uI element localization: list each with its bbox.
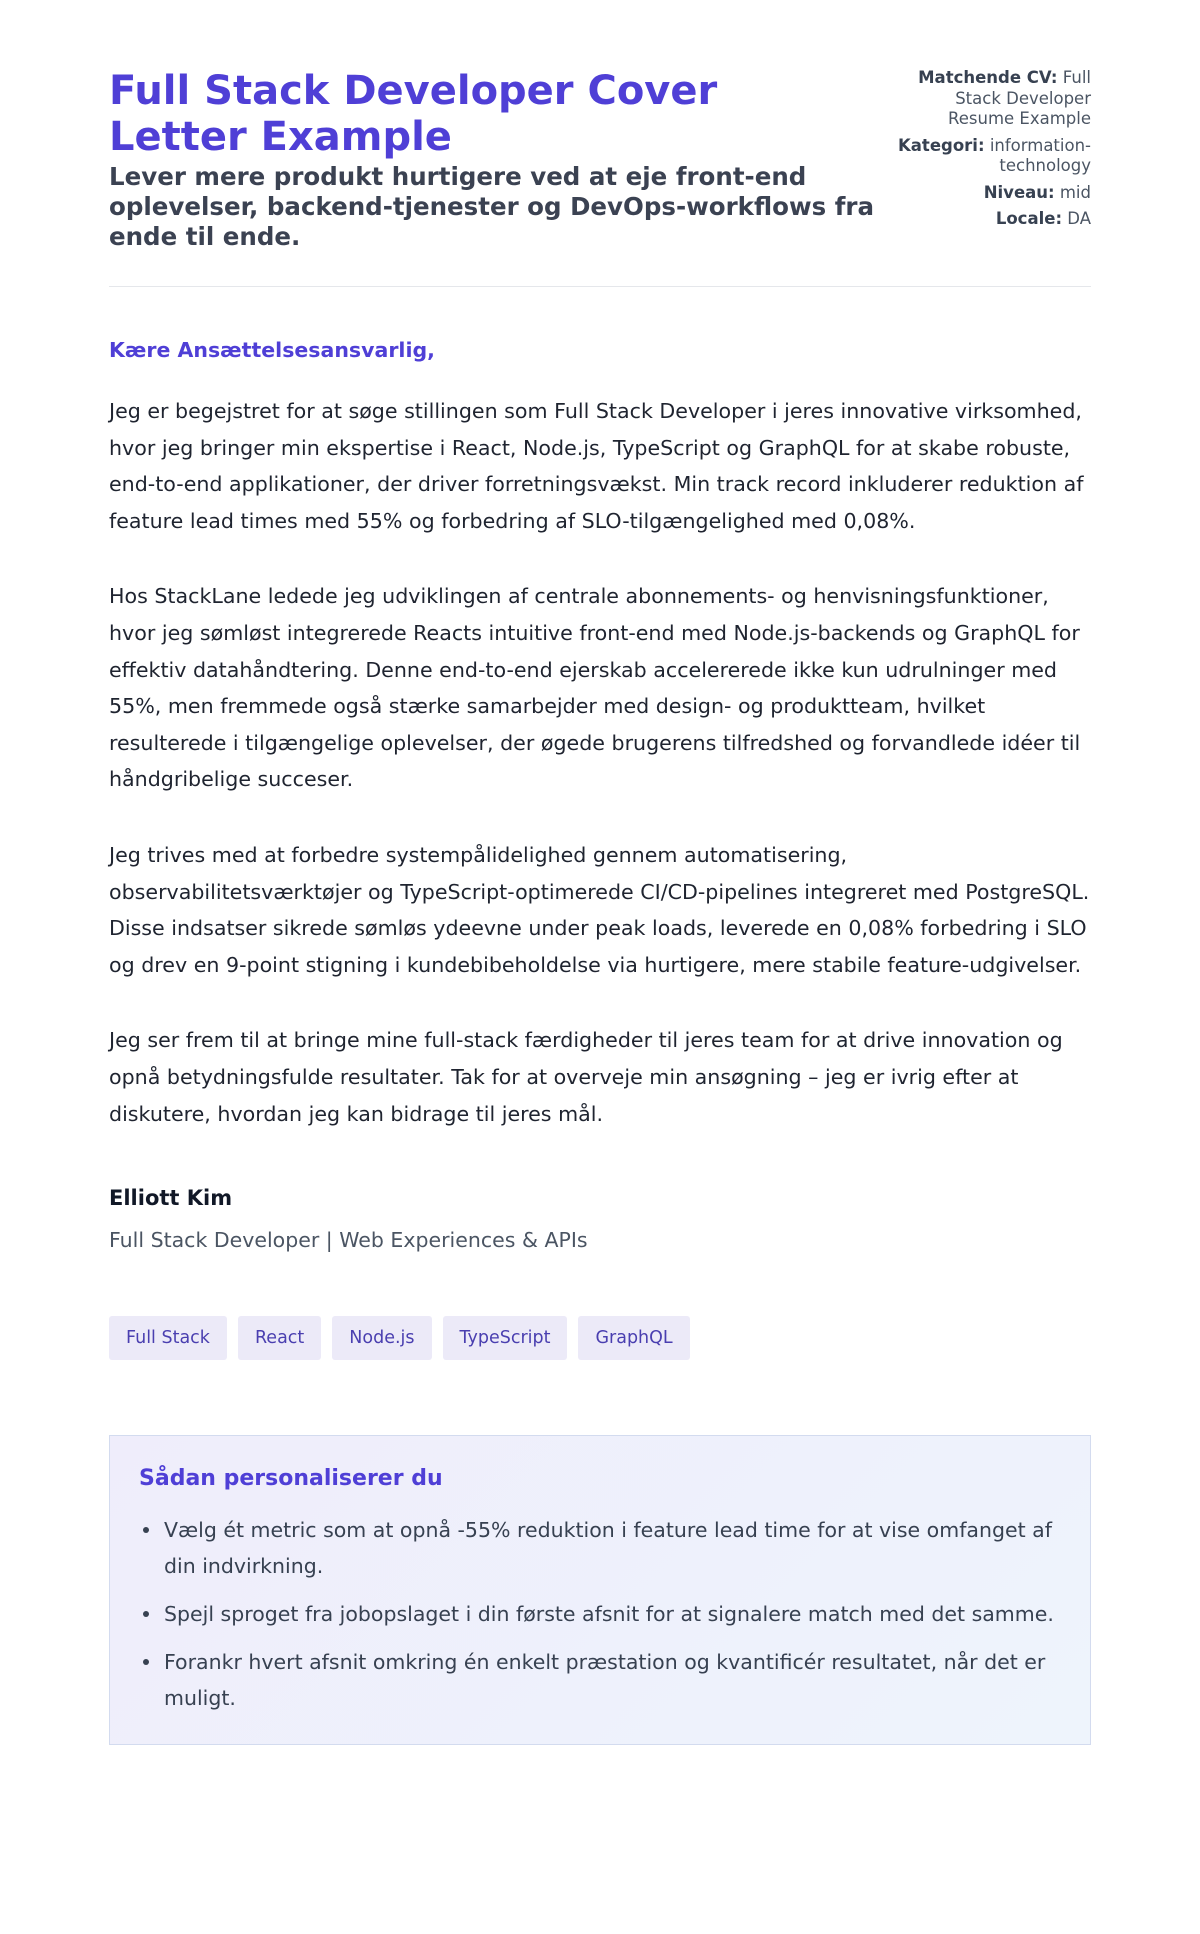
meta-matching-cv	[889, 68, 1091, 130]
skill-tag: GraphQL	[578, 1316, 689, 1360]
skill-tag: React	[238, 1316, 321, 1360]
letter-paragraph: Hos StackLane ledede jeg udviklingen af centrale abonnements- og henvisningsfunktioner, hvor jeg sømløst integrerede Reacts intuitive front-end med Node.js-backends og GraphQL for effektiv datahåndtering. Denne end-to-end ejerskab accelererede ikke kun udrulninger med 55%, men fremmede også stærke samarbejder med design- og produktteam, hvilket resulterede i tilgængelige oplevelser, der øgede brugerens tilfredshed og forvandlede idéer til håndgribelige succeser.	[109, 584, 1081, 792]
meta-value: DA	[1067, 209, 1091, 228]
skill-tag: TypeScript	[443, 1316, 568, 1360]
tips-list-item: Spejl sproget fra jobopslaget i din første afsnit for at signalere match med det samme.	[139, 1596, 1061, 1632]
tips-list-item: Forankr hvert afsnit omkring én enkelt præstation og kvantificér resultatet, når det er muligt.	[139, 1644, 1061, 1716]
letter-paragraph: Jeg trives med at forbedre systempålidelighed gennem automatisering, observabilitetsværktøjer og TypeScript-optimerede CI/CD-pipelines integreret med PostgreSQL. Disse indsatser sikrede sømløs ydeevne under peak loads, leverede en 0,08% forbedring i SLO og drev en 9-point stigning i kundebibeholdelse via hurtigere, mere stabile feature-udgivelser.	[109, 842, 1090, 977]
meta-locale	[889, 209, 1091, 230]
meta-panel	[889, 68, 1091, 236]
skill-tag: Full Stack	[109, 1316, 227, 1360]
skill-tag: Node.js	[332, 1316, 431, 1360]
meta-category	[889, 136, 1091, 177]
tips-list	[139, 1512, 1061, 1716]
tips-title: Sådan personaliserer du	[139, 1466, 443, 1492]
personalization-tips-box	[109, 1435, 1091, 1745]
page-header	[109, 68, 1091, 287]
meta-label: Niveau:	[983, 182, 1055, 202]
signature-block	[109, 1184, 1091, 1254]
meta-label: Kategori:	[898, 135, 985, 155]
meta-level	[889, 183, 1091, 204]
page-title: Full Stack Developer Cover Letter Example	[109, 68, 718, 160]
letter-paragraph: Jeg er begejstret for at søge stillingen som Full Stack Developer i jeres innovative virksomhed, hvor jeg bringer min ekspertise i React, Node.js, TypeScript og GraphQL for at skabe robuste, end-to-end applikationer, der driver forretningsvækst. Min track record inkluderer reduktion af feature lead times med 55% og forbedring af SLO-tilgængelighed med 0,08%.	[109, 399, 1084, 533]
signature-title: Full Stack Developer | Web Experiences & APIs	[109, 1228, 588, 1253]
meta-value: Full Stack Developer Resume Example	[948, 68, 1091, 128]
meta-value: information-technology	[989, 135, 1091, 175]
letter-paragraph: Jeg ser frem til at bringe mine full-stack færdigheder til jeres team for at drive innovation og opnå betydningsfulde resultater. Tak for at overveje min ansøgning – jeg er ivrig efter at diskutere, hvordan jeg kan bidrage til jeres mål.	[109, 1028, 1063, 1126]
letter-body	[109, 393, 1091, 1132]
skill-tags	[109, 1316, 1091, 1360]
signature-name: Elliott Kim	[109, 1186, 233, 1211]
letter-salutation: Kære Ansættelsesansvarlig,	[109, 338, 435, 362]
page-subtitle: Lever mere produkt hurtigere ved at eje front-end oplevelser, backend-tjenester og DevOps-workflows fra ende til ende.	[109, 162, 874, 251]
meta-label: Locale:	[995, 209, 1063, 228]
header-titles	[109, 68, 889, 252]
meta-label: Matchende CV:	[918, 68, 1058, 87]
meta-value: mid	[1059, 182, 1091, 202]
tips-list-item: Vælg ét metric som at opnå -55% reduktion i feature lead time for at vise omfanget af din indvirkning.	[139, 1512, 1061, 1584]
